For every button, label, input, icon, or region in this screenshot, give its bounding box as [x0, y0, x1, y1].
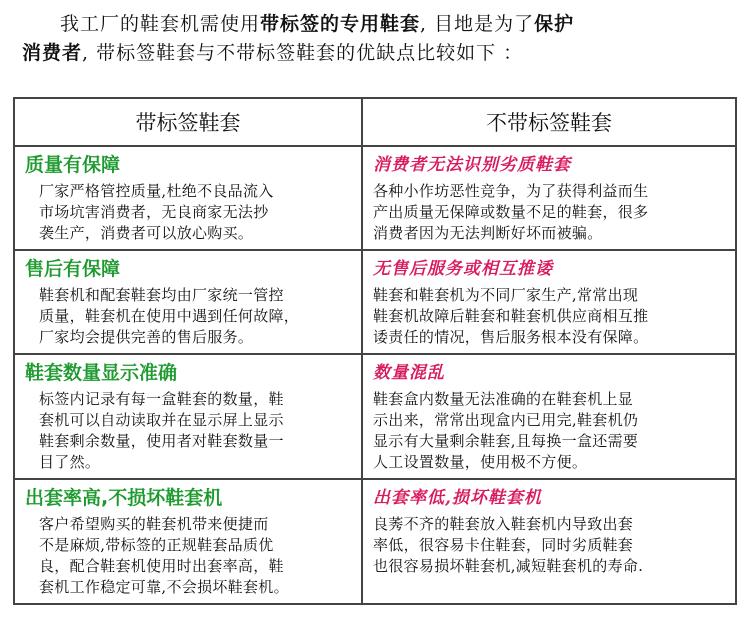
cell-title: 出套率高,不损坏鞋套机 [25, 486, 223, 509]
cell-text-line: 鞋套和鞋套机为不同厂家生产,常常出现 [373, 285, 639, 304]
cell-text-line: 标签内记录有每一盒鞋套的数量，鞋 [39, 389, 284, 408]
cell-text-line: 率低，很容易卡住鞋套，同时劣质鞋套 [373, 535, 634, 554]
cell-text-line: 套机工作稳定可靠,不会损坏鞋套机。 [39, 577, 289, 596]
cell-text-line: 各种小作坊恶性竞争，为了获得利益而生 [373, 182, 649, 200]
cell-title: 消费者无法识别劣质鞋套 [373, 155, 571, 175]
cell-text-line: 良，配合鞋套机使用时出套率高，鞋 [39, 556, 284, 575]
cell-text-line: 显示有大量剩余鞋套,且每换一盒还需要 [373, 431, 639, 450]
table-header-row [14, 98, 736, 146]
cell-text [373, 285, 725, 348]
cell-text-line: 鞋套剩余数量，使用者对鞋套数量一 [39, 431, 284, 450]
intro-paragraph [22, 10, 728, 68]
cell-with-label [14, 479, 362, 604]
cell-text-line: 厂家均会提供完善的售后服务。 [39, 327, 254, 346]
cell-with-label [14, 354, 362, 479]
cell-with-label [14, 146, 362, 250]
cell-text-line: 质量，鞋套机在使用中遇到任何故障， [39, 306, 300, 325]
cell-text [25, 514, 351, 598]
header-with-label: 带标签鞋套 [14, 98, 362, 146]
cell-text-line: 不是麻烦,带标签的正规鞋套品质优 [39, 535, 274, 554]
cell-text-line: 消费者因为无法判断好坏而被骗。 [373, 224, 603, 242]
cell-text-line: 目了然。 [39, 452, 101, 471]
cell-without-label [362, 354, 736, 479]
cell-text-line: 示出来，常常出现盒内已用完,鞋套机仍 [373, 410, 639, 429]
cell-text-line: 袭生产，消费者可以放心购买。 [39, 224, 254, 242]
cell-text-line: 鞋套机故障后鞋套和鞋套机供应商相互推 [373, 306, 649, 325]
cell-text-line: 诿责任的情况，售后服务根本没有保障。 [373, 327, 649, 346]
cell-title: 鞋套数量显示准确 [25, 361, 178, 384]
cell-text [373, 181, 725, 244]
table-row [14, 250, 736, 354]
intro-text-2: , 目地是为了 [420, 13, 535, 35]
cell-without-label [362, 250, 736, 354]
cell-text-line: 良莠不齐的鞋套放入鞋套机内导致出套 [373, 514, 634, 533]
intro-bold-1: 带标签的专用鞋套 [260, 13, 421, 35]
cell-text-line: 鞋套机和配套鞋套均由厂家统一管控 [39, 285, 284, 304]
cell-text-line: 厂家严格管控质量,杜绝不良品流入 [39, 182, 274, 200]
cell-with-label [14, 250, 362, 354]
cell-title: 无售后服务或相互推诿 [373, 258, 553, 279]
cell-text-line: 鞋套盒内数量无法准确的在鞋套机上显 [373, 389, 634, 408]
intro-text-1: 我工厂的鞋套机需使用 [60, 13, 261, 35]
cell-text [373, 389, 725, 473]
cell-text-line: 市场坑害消费者，无良商家无法抄 [39, 203, 269, 221]
cell-text-line: 套机可以自动读取并在显示屏上显示 [39, 410, 284, 429]
table-row [14, 146, 736, 250]
cell-title: 质量有保障 [25, 154, 121, 176]
table-row [14, 479, 736, 604]
cell-text [25, 285, 351, 348]
cell-title: 售后有保障 [25, 257, 121, 280]
cell-text [25, 181, 351, 244]
cell-title: 数量混乱 [373, 362, 445, 383]
intro-bold-2: 保护 [534, 13, 575, 35]
cell-text [25, 389, 351, 473]
cell-text [373, 514, 725, 577]
cell-title: 出套率低,损坏鞋套机 [373, 487, 542, 508]
cell-without-label [362, 479, 736, 604]
comparison-table [13, 97, 737, 605]
cell-text-line: 人工设置数量，使用极不方便。 [373, 452, 588, 471]
intro-text-3: , 带标签鞋套与不带标签鞋套的优缺点比较如下 ： [82, 42, 524, 64]
cell-text-line: 客户希望购买的鞋套机带来便捷而 [39, 514, 269, 533]
cell-without-label [362, 146, 736, 250]
header-without-label: 不带标签鞋套 [362, 98, 736, 146]
cell-text-line: 产出质量无保障或数量不足的鞋套，很多 [373, 203, 649, 221]
table-row [14, 354, 736, 479]
cell-text-line: 也很容易损坏鞋套机,减短鞋套机的寿命. [373, 556, 644, 575]
intro-bold-3: 消费者 [22, 42, 83, 64]
